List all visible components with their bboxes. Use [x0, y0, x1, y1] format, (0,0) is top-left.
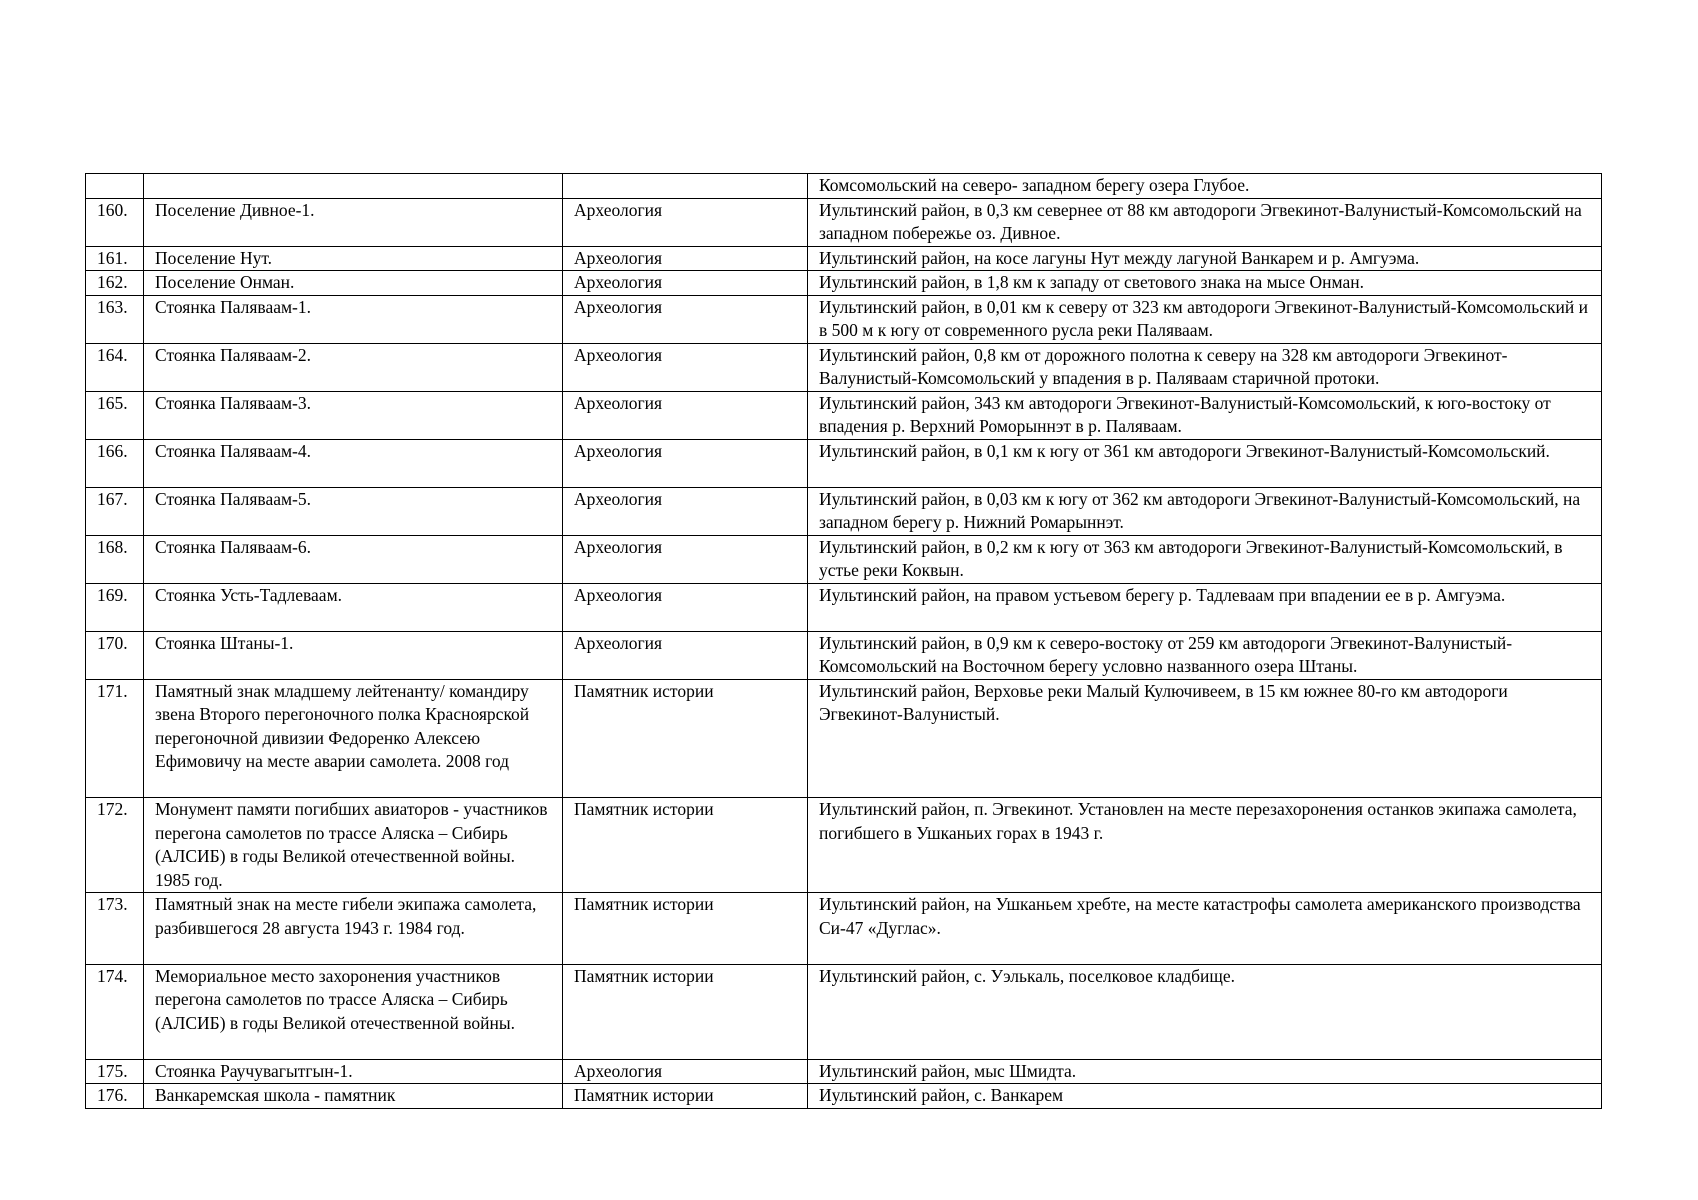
- row-number: 166.: [86, 439, 144, 487]
- object-type-cell: Археология: [563, 198, 808, 246]
- row-number: 162.: [86, 271, 144, 296]
- table-row: [86, 174, 1602, 199]
- table-row: [86, 798, 1602, 893]
- object-name-cell: Мемориальное место захоронения участников перегона самолетов по трассе Аляска – Сибирь (АЛСИБ) в годы Великой отечественной войны.: [144, 964, 563, 1059]
- monuments-table: [85, 173, 1602, 1109]
- table-row: [86, 679, 1602, 798]
- object-location-cell: Иультинский район, мыс Шмидта.: [808, 1059, 1602, 1084]
- object-type-cell: Археология: [563, 631, 808, 679]
- row-number: 169.: [86, 583, 144, 631]
- table-row: [86, 631, 1602, 679]
- row-number: 164.: [86, 343, 144, 391]
- object-name-cell: Стоянка Паляваам-2.: [144, 343, 563, 391]
- object-type-cell: Археология: [563, 583, 808, 631]
- row-number: 165.: [86, 391, 144, 439]
- object-location-cell: Иультинский район, в 0,9 км к северо-востоку от 259 км автодороги Эгвекинот-Валунистый- Комсомольский на Восточном берегу условно названного озера Штаны.: [808, 631, 1602, 679]
- object-location-cell: Комсомольский на северо- западном берегу озера Глубое.: [808, 174, 1602, 199]
- object-name-cell: [144, 174, 563, 199]
- object-name-cell: Стоянка Паляваам-1.: [144, 295, 563, 343]
- table-row: [86, 487, 1602, 535]
- object-location-cell: Иультинский район, 0,8 км от дорожного полотна к северу на 328 км автодороги Эгвекинот-Валунистый-Комсомольский у впадения в р. Паляваам старичной протоки.: [808, 343, 1602, 391]
- row-number: [86, 174, 144, 199]
- object-type-cell: Памятник истории: [563, 964, 808, 1059]
- object-type-cell: Археология: [563, 535, 808, 583]
- row-number: 174.: [86, 964, 144, 1059]
- object-location-cell: Иультинский район, Верховье реки Малый Кулючивеем, в 15 км южнее 80-го км автодороги Эгвекинот-Валунистый.: [808, 679, 1602, 798]
- object-name-cell: Стоянка Паляваам-6.: [144, 535, 563, 583]
- table-row: [86, 198, 1602, 246]
- table-row: [86, 893, 1602, 965]
- object-location-cell: Иультинский район, в 0,3 км севернее от 88 км автодороги Эгвекинот-Валунистый-Комсомольский на западном побережье оз. Дивное.: [808, 198, 1602, 246]
- object-type-cell: Археология: [563, 487, 808, 535]
- object-location-cell: Иультинский район, с. Уэлькаль, поселковое кладбище.: [808, 964, 1602, 1059]
- object-location-cell: Иультинский район, в 0,2 км к югу от 363 км автодороги Эгвекинот-Валунистый-Комсомольский, в устье реки Коквын.: [808, 535, 1602, 583]
- object-name-cell: Памятный знак на месте гибели экипажа самолета, разбившегося 28 августа 1943 г. 1984 год.: [144, 893, 563, 965]
- object-name-cell: Стоянка Паляваам-4.: [144, 439, 563, 487]
- object-type-cell: Археология: [563, 391, 808, 439]
- object-location-cell: Иультинский район, на Ушканьем хребте, на месте катастрофы самолета американского производства Си-47 «Дуглас».: [808, 893, 1602, 965]
- object-location-cell: Иультинский район, в 0,03 км к югу от 362 км автодороги Эгвекинот-Валунистый-Комсомольский, на западном берегу р. Нижний Ромарыннэт.: [808, 487, 1602, 535]
- object-location-cell: Иультинский район, в 0,1 км к югу от 361 км автодороги Эгвекинот-Валунистый-Комсомольский.: [808, 439, 1602, 487]
- object-location-cell: Иультинский район, в 0,01 км к северу от 323 км автодороги Эгвекинот-Валунистый-Комсомольский и в 500 м к югу от современного русла реки Паляваам.: [808, 295, 1602, 343]
- object-name-cell: Поселение Нут.: [144, 246, 563, 271]
- object-name-cell: Монумент памяти погибших авиаторов - участников перегона самолетов по трассе Аляска – Сибирь (АЛСИБ) в годы Великой отечественной войны. 1985 год.: [144, 798, 563, 893]
- object-name-cell: Ванкаремская школа - памятник: [144, 1084, 563, 1109]
- object-location-cell: Иультинский район, на правом устьевом берегу р. Тадлеваам при впадении ее в р. Амгуэма.: [808, 583, 1602, 631]
- row-number: 168.: [86, 535, 144, 583]
- object-type-cell: Археология: [563, 295, 808, 343]
- row-number: 170.: [86, 631, 144, 679]
- table-row: [86, 246, 1602, 271]
- table-row: [86, 1084, 1602, 1109]
- object-name-cell: Памятный знак младшему лейтенанту/ командиру звена Второго перегоночного полка Красноярской перегоночной дивизии Федоренко Алексею Ефимовичу на месте аварии самолета. 2008 год: [144, 679, 563, 798]
- object-location-cell: Иультинский район, с. Ванкарем: [808, 1084, 1602, 1109]
- object-location-cell: Иультинский район, в 1,8 км к западу от светового знака на мысе Онман.: [808, 271, 1602, 296]
- object-name-cell: Поселение Онман.: [144, 271, 563, 296]
- object-location-cell: Иультинский район, п. Эгвекинот. Установлен на месте перезахоронения останков экипажа самолета, погибшего в Ушканьих горах в 1943 г.: [808, 798, 1602, 893]
- row-number: 163.: [86, 295, 144, 343]
- table-row: [86, 271, 1602, 296]
- object-name-cell: Стоянка Паляваам-3.: [144, 391, 563, 439]
- object-name-cell: Поселение Дивное-1.: [144, 198, 563, 246]
- table-row: [86, 1059, 1602, 1084]
- object-location-cell: Иультинский район, на косе лагуны Нут между лагуной Ванкарем и р. Амгуэма.: [808, 246, 1602, 271]
- table-row: [86, 391, 1602, 439]
- table-row: [86, 343, 1602, 391]
- table-row: [86, 295, 1602, 343]
- object-name-cell: Стоянка Раучувагытгын-1.: [144, 1059, 563, 1084]
- object-name-cell: Стоянка Штаны-1.: [144, 631, 563, 679]
- object-location-cell: Иультинский район, 343 км автодороги Эгвекинот-Валунистый-Комсомольский, к юго-востоку от впадения р. Верхний Роморыннэт в р. Паляваам.: [808, 391, 1602, 439]
- row-number: 172.: [86, 798, 144, 893]
- monuments-table-body: [86, 174, 1602, 1109]
- row-number: 173.: [86, 893, 144, 965]
- row-number: 167.: [86, 487, 144, 535]
- table-row: [86, 964, 1602, 1059]
- object-type-cell: Археология: [563, 439, 808, 487]
- object-type-cell: Археология: [563, 271, 808, 296]
- row-number: 176.: [86, 1084, 144, 1109]
- object-name-cell: Стоянка Паляваам-5.: [144, 487, 563, 535]
- object-type-cell: Памятник истории: [563, 893, 808, 965]
- row-number: 175.: [86, 1059, 144, 1084]
- object-type-cell: Археология: [563, 343, 808, 391]
- object-type-cell: Памятник истории: [563, 679, 808, 798]
- object-type-cell: Археология: [563, 246, 808, 271]
- object-type-cell: Археология: [563, 1059, 808, 1084]
- table-row: [86, 439, 1602, 487]
- object-type-cell: [563, 174, 808, 199]
- row-number: 171.: [86, 679, 144, 798]
- table-row: [86, 583, 1602, 631]
- table-row: [86, 535, 1602, 583]
- object-type-cell: Памятник истории: [563, 1084, 808, 1109]
- object-name-cell: Стоянка Усть-Тадлеваам.: [144, 583, 563, 631]
- object-type-cell: Памятник истории: [563, 798, 808, 893]
- row-number: 160.: [86, 198, 144, 246]
- row-number: 161.: [86, 246, 144, 271]
